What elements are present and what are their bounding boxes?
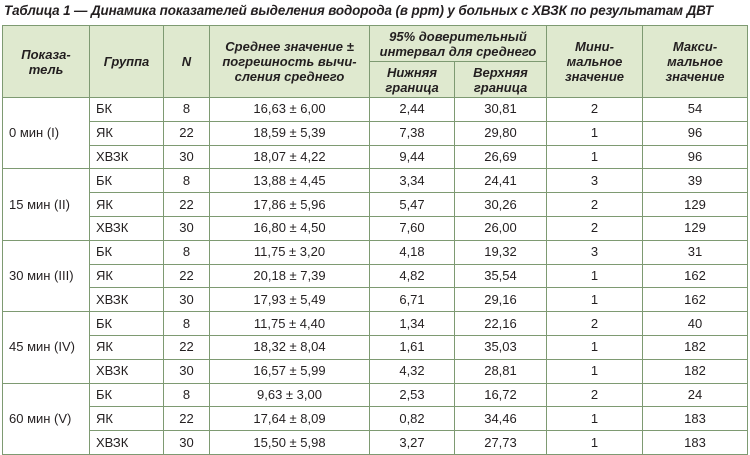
lower-cell: 4,82: [370, 264, 455, 288]
min-cell: 2: [547, 98, 643, 122]
header-ci: 95% доверительный интервал для среднего: [370, 26, 547, 62]
n-cell: 22: [164, 407, 210, 431]
table-row: [3, 312, 748, 336]
mean-cell: 16,57 ± 5,99: [210, 359, 370, 383]
table-header: [3, 26, 748, 98]
upper-cell: 29,80: [455, 121, 547, 145]
lower-cell: 3,27: [370, 431, 455, 455]
table-row: [3, 98, 748, 122]
max-cell: 96: [643, 121, 748, 145]
min-cell: 2: [547, 193, 643, 217]
n-cell: 30: [164, 145, 210, 169]
upper-cell: 24,41: [455, 169, 547, 193]
mean-cell: 17,93 ± 5,49: [210, 288, 370, 312]
table-row: [3, 431, 748, 455]
group-cell: ЯК: [90, 264, 164, 288]
group-cell: ХВЗК: [90, 288, 164, 312]
mean-cell: 16,80 ± 4,50: [210, 216, 370, 240]
n-cell: 22: [164, 121, 210, 145]
min-cell: 1: [547, 264, 643, 288]
group-cell: ХВЗК: [90, 216, 164, 240]
lower-cell: 5,47: [370, 193, 455, 217]
group-cell: БК: [90, 98, 164, 122]
group-cell: БК: [90, 240, 164, 264]
lower-cell: 7,38: [370, 121, 455, 145]
table-row: [3, 240, 748, 264]
mean-cell: 11,75 ± 4,40: [210, 312, 370, 336]
n-cell: 8: [164, 312, 210, 336]
lower-cell: 9,44: [370, 145, 455, 169]
mean-cell: 18,59 ± 5,39: [210, 121, 370, 145]
n-cell: 8: [164, 240, 210, 264]
lower-cell: 0,82: [370, 407, 455, 431]
group-cell: БК: [90, 169, 164, 193]
header-group: Группа: [90, 26, 164, 98]
max-cell: 24: [643, 383, 748, 407]
header-n: N: [164, 26, 210, 98]
header-indicator: Показа- тель: [3, 26, 90, 98]
max-cell: 40: [643, 312, 748, 336]
table-row: [3, 407, 748, 431]
upper-cell: 30,81: [455, 98, 547, 122]
max-cell: 129: [643, 216, 748, 240]
upper-cell: 30,26: [455, 193, 547, 217]
max-cell: 182: [643, 335, 748, 359]
group-cell: ХВЗК: [90, 145, 164, 169]
indicator-cell: 15 мин (II): [3, 169, 90, 240]
mean-cell: 13,88 ± 4,45: [210, 169, 370, 193]
mean-cell: 18,32 ± 8,04: [210, 335, 370, 359]
min-cell: 1: [547, 407, 643, 431]
min-cell: 3: [547, 169, 643, 193]
min-cell: 2: [547, 383, 643, 407]
n-cell: 8: [164, 383, 210, 407]
min-cell: 1: [547, 121, 643, 145]
max-cell: 31: [643, 240, 748, 264]
table-row: [3, 288, 748, 312]
table-row: [3, 169, 748, 193]
min-cell: 1: [547, 335, 643, 359]
max-cell: 183: [643, 407, 748, 431]
upper-cell: 16,72: [455, 383, 547, 407]
min-cell: 2: [547, 216, 643, 240]
table-row: [3, 216, 748, 240]
upper-cell: 34,46: [455, 407, 547, 431]
group-cell: БК: [90, 383, 164, 407]
indicator-cell: 45 мин (IV): [3, 312, 90, 383]
upper-cell: 29,16: [455, 288, 547, 312]
upper-cell: 19,32: [455, 240, 547, 264]
max-cell: 54: [643, 98, 748, 122]
mean-cell: 18,07 ± 4,22: [210, 145, 370, 169]
group-cell: ХВЗК: [90, 431, 164, 455]
table-row: [3, 121, 748, 145]
header-max: Макси- мальное значение: [643, 26, 748, 98]
max-cell: 129: [643, 193, 748, 217]
group-cell: ЯК: [90, 121, 164, 145]
mean-cell: 9,63 ± 3,00: [210, 383, 370, 407]
data-table: [2, 25, 748, 455]
lower-cell: 3,34: [370, 169, 455, 193]
group-cell: БК: [90, 312, 164, 336]
lower-cell: 1,34: [370, 312, 455, 336]
max-cell: 39: [643, 169, 748, 193]
max-cell: 183: [643, 431, 748, 455]
lower-cell: 4,32: [370, 359, 455, 383]
min-cell: 2: [547, 312, 643, 336]
lower-cell: 2,44: [370, 98, 455, 122]
table-body: [3, 98, 748, 455]
upper-cell: 27,73: [455, 431, 547, 455]
lower-cell: 4,18: [370, 240, 455, 264]
min-cell: 3: [547, 240, 643, 264]
min-cell: 1: [547, 145, 643, 169]
min-cell: 1: [547, 359, 643, 383]
header-lower: Нижняя граница: [370, 62, 455, 98]
upper-cell: 22,16: [455, 312, 547, 336]
table-row: [3, 359, 748, 383]
upper-cell: 35,54: [455, 264, 547, 288]
mean-cell: 17,86 ± 5,96: [210, 193, 370, 217]
max-cell: 182: [643, 359, 748, 383]
max-cell: 96: [643, 145, 748, 169]
max-cell: 162: [643, 264, 748, 288]
lower-cell: 1,61: [370, 335, 455, 359]
upper-cell: 28,81: [455, 359, 547, 383]
indicator-cell: 60 мин (V): [3, 383, 90, 454]
upper-cell: 26,00: [455, 216, 547, 240]
group-cell: ЯК: [90, 335, 164, 359]
header-upper: Верхняя граница: [455, 62, 547, 98]
table-row: [3, 145, 748, 169]
min-cell: 1: [547, 288, 643, 312]
n-cell: 8: [164, 98, 210, 122]
mean-cell: 15,50 ± 5,98: [210, 431, 370, 455]
mean-cell: 16,63 ± 6,00: [210, 98, 370, 122]
n-cell: 8: [164, 169, 210, 193]
lower-cell: 7,60: [370, 216, 455, 240]
n-cell: 30: [164, 216, 210, 240]
n-cell: 30: [164, 288, 210, 312]
group-cell: ХВЗК: [90, 359, 164, 383]
n-cell: 30: [164, 359, 210, 383]
lower-cell: 2,53: [370, 383, 455, 407]
upper-cell: 26,69: [455, 145, 547, 169]
n-cell: 22: [164, 264, 210, 288]
mean-cell: 17,64 ± 8,09: [210, 407, 370, 431]
table-caption: Таблица 1 — Динамика показателей выделения водорода (в ppm) у больных с ХВЗК по результатам ДВТ: [4, 3, 713, 18]
n-cell: 22: [164, 193, 210, 217]
header-mean: Среднее значение ± погрешность вычи- сления среднего: [210, 26, 370, 98]
table-row: [3, 335, 748, 359]
lower-cell: 6,71: [370, 288, 455, 312]
max-cell: 162: [643, 288, 748, 312]
header-min: Мини- мальное значение: [547, 26, 643, 98]
group-cell: ЯК: [90, 193, 164, 217]
indicator-cell: 0 мин (I): [3, 98, 90, 169]
min-cell: 1: [547, 431, 643, 455]
table-row: [3, 264, 748, 288]
n-cell: 30: [164, 431, 210, 455]
mean-cell: 20,18 ± 7,39: [210, 264, 370, 288]
group-cell: ЯК: [90, 407, 164, 431]
mean-cell: 11,75 ± 3,20: [210, 240, 370, 264]
table-row: [3, 193, 748, 217]
upper-cell: 35,03: [455, 335, 547, 359]
indicator-cell: 30 мин (III): [3, 240, 90, 311]
table-row: [3, 383, 748, 407]
n-cell: 22: [164, 335, 210, 359]
